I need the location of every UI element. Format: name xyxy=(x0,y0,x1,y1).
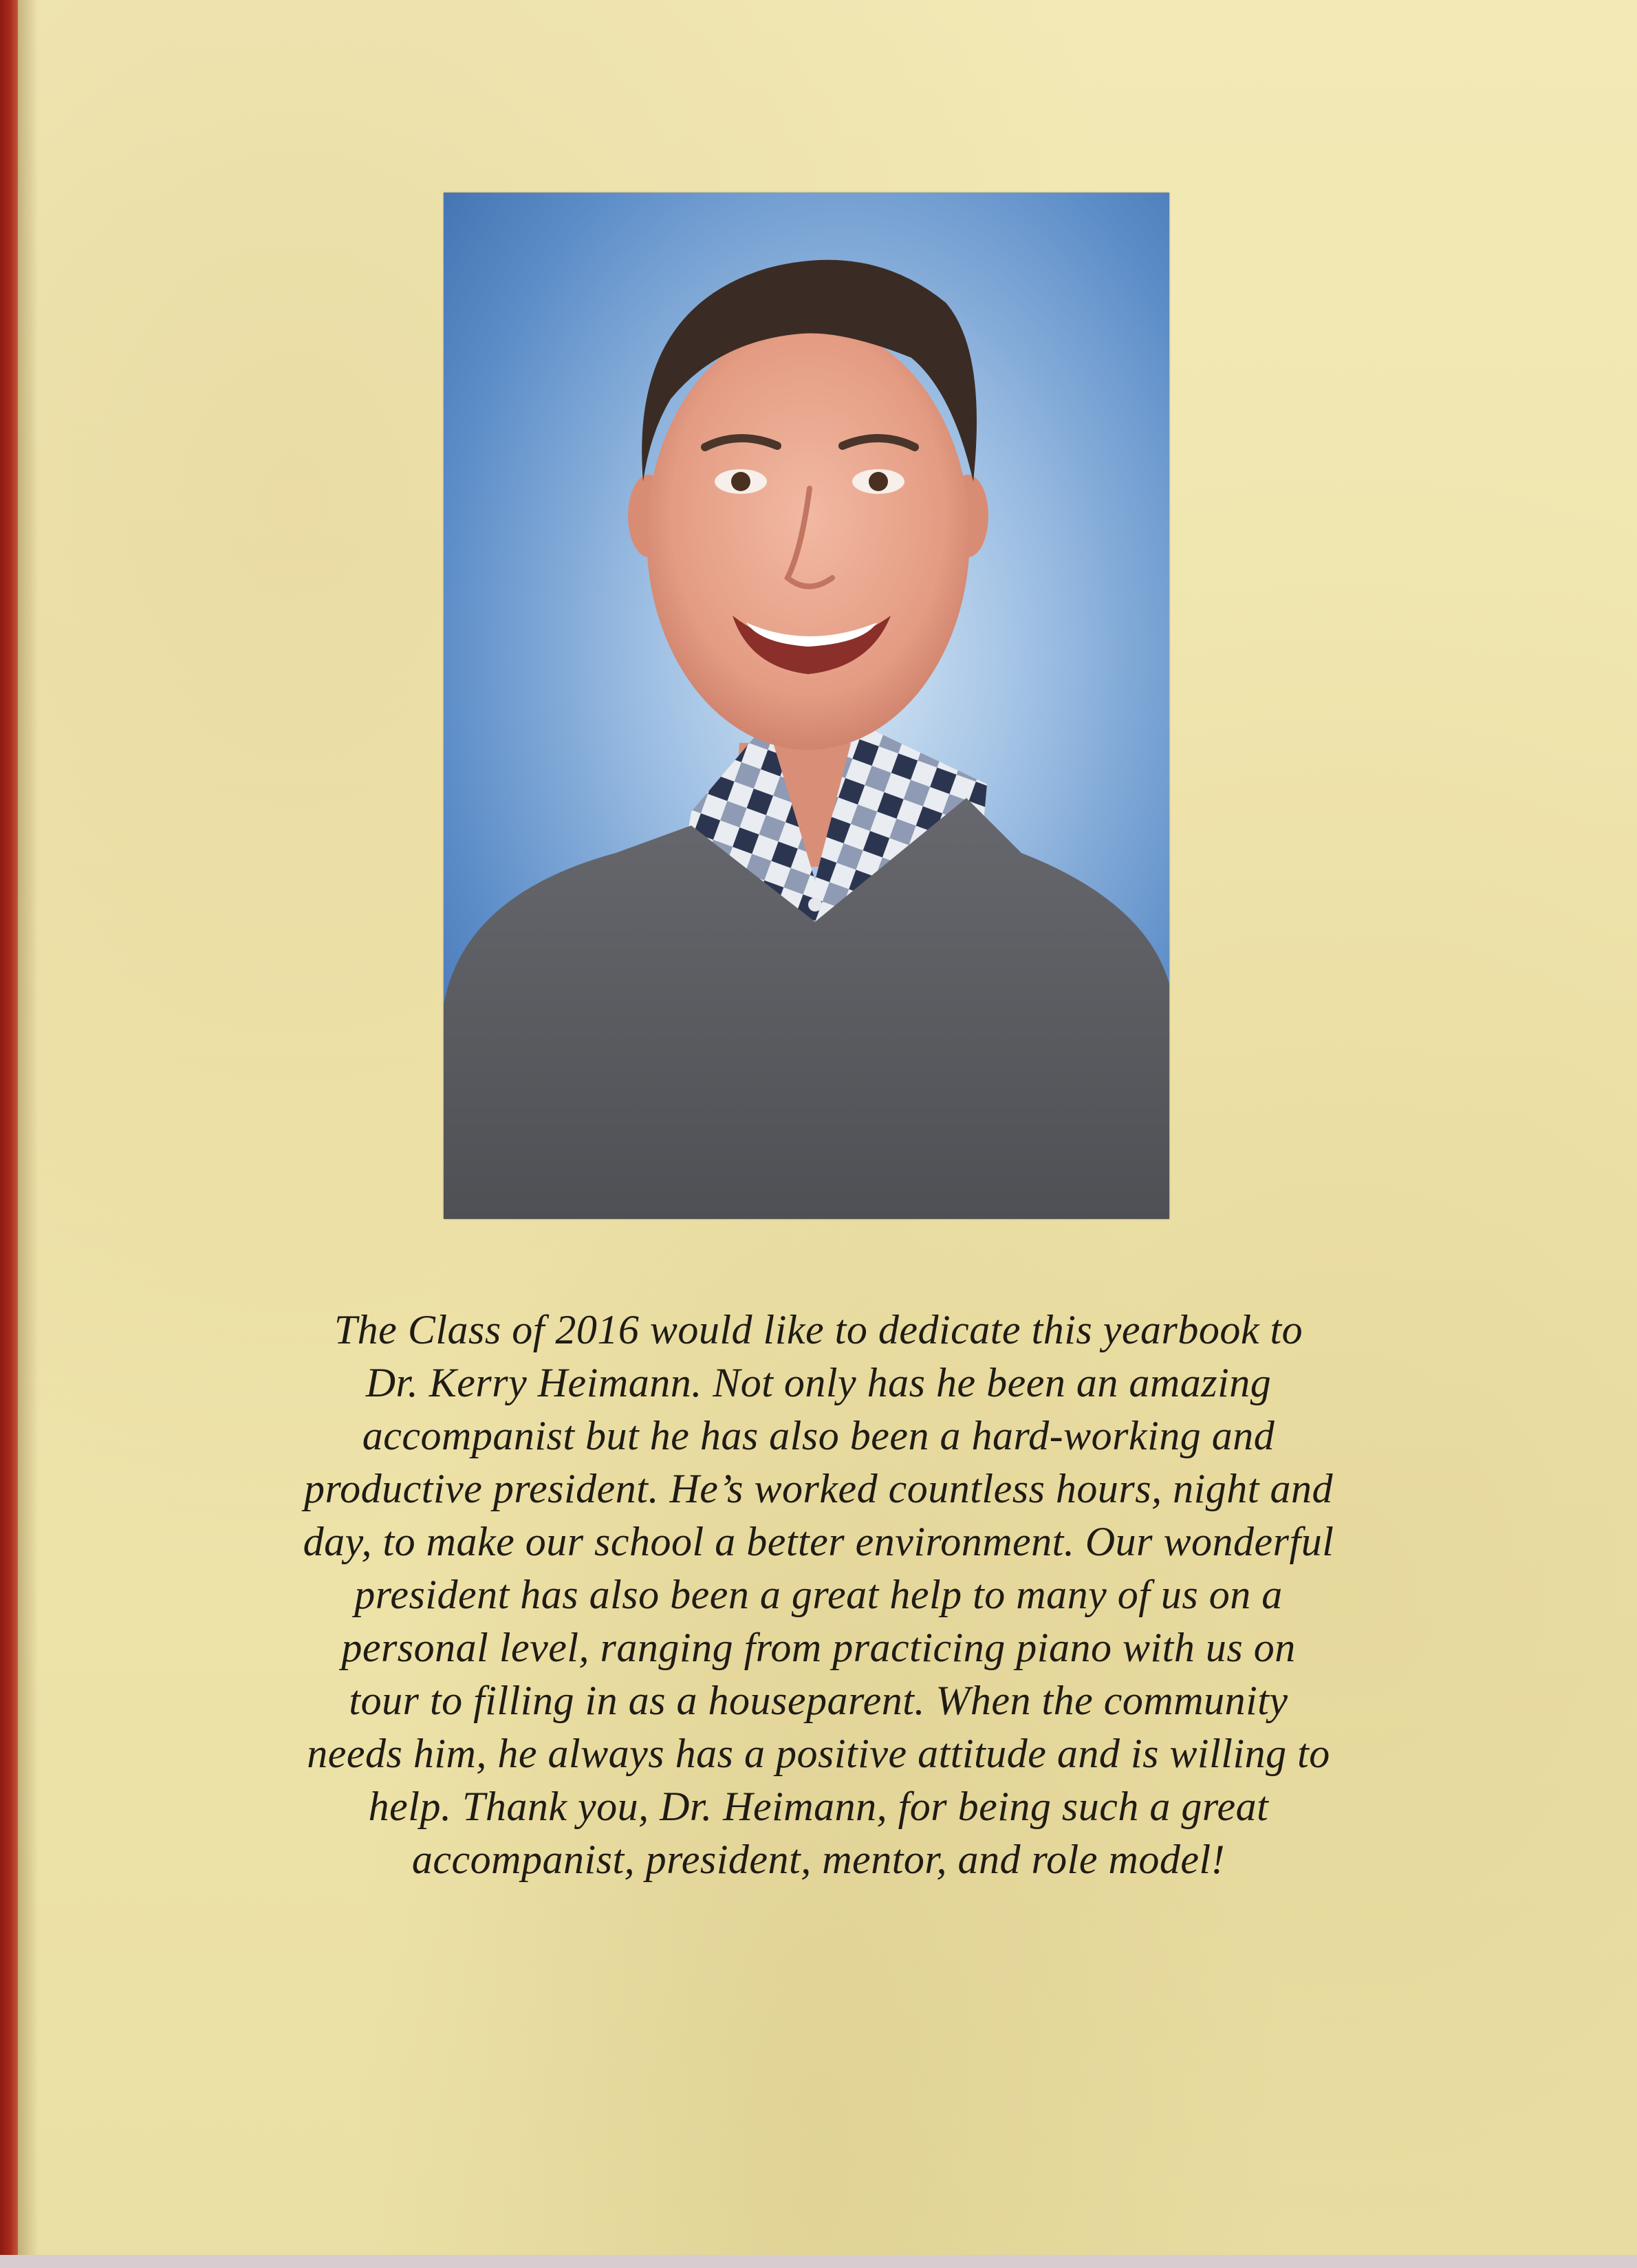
dedication-line: president has also been a great help to many of us on a xyxy=(354,1572,1283,1617)
cover-binding-edge xyxy=(0,0,18,2268)
portrait-photo xyxy=(444,193,1169,1219)
dedication-text xyxy=(165,1304,1472,1886)
right-iris xyxy=(869,472,888,491)
dedication-line: personal level, ranging from practicing piano with us on xyxy=(341,1625,1296,1670)
dedication-line: accompanist, president, mentor, and role model! xyxy=(411,1837,1226,1882)
face xyxy=(647,323,970,750)
portrait-illustration xyxy=(444,193,1169,1219)
binding-shadow xyxy=(18,0,39,2268)
left-iris xyxy=(731,472,750,491)
scan-bottom-edge xyxy=(0,2255,1637,2268)
shirt-button xyxy=(808,898,822,911)
dedication-line: The Class of 2016 would like to dedicate this yearbook to xyxy=(334,1307,1303,1352)
dedication-line: productive president. He’s worked countless hours, night and xyxy=(304,1466,1333,1511)
dedication-line: needs him, he always has a positive attitude and is willing to xyxy=(307,1731,1330,1776)
dedication-line: help. Thank you, Dr. Heimann, for being such a great xyxy=(368,1784,1269,1829)
dedication-line: tour to filling in as a houseparent. When the community xyxy=(349,1678,1288,1723)
dedication-line: day, to make our school a better environment. Our wonderful xyxy=(303,1519,1334,1564)
dedication-line: Dr. Kerry Heimann. Not only has he been an amazing xyxy=(365,1360,1272,1405)
dedication-line: accompanist but he has also been a hard-working and xyxy=(362,1413,1275,1458)
